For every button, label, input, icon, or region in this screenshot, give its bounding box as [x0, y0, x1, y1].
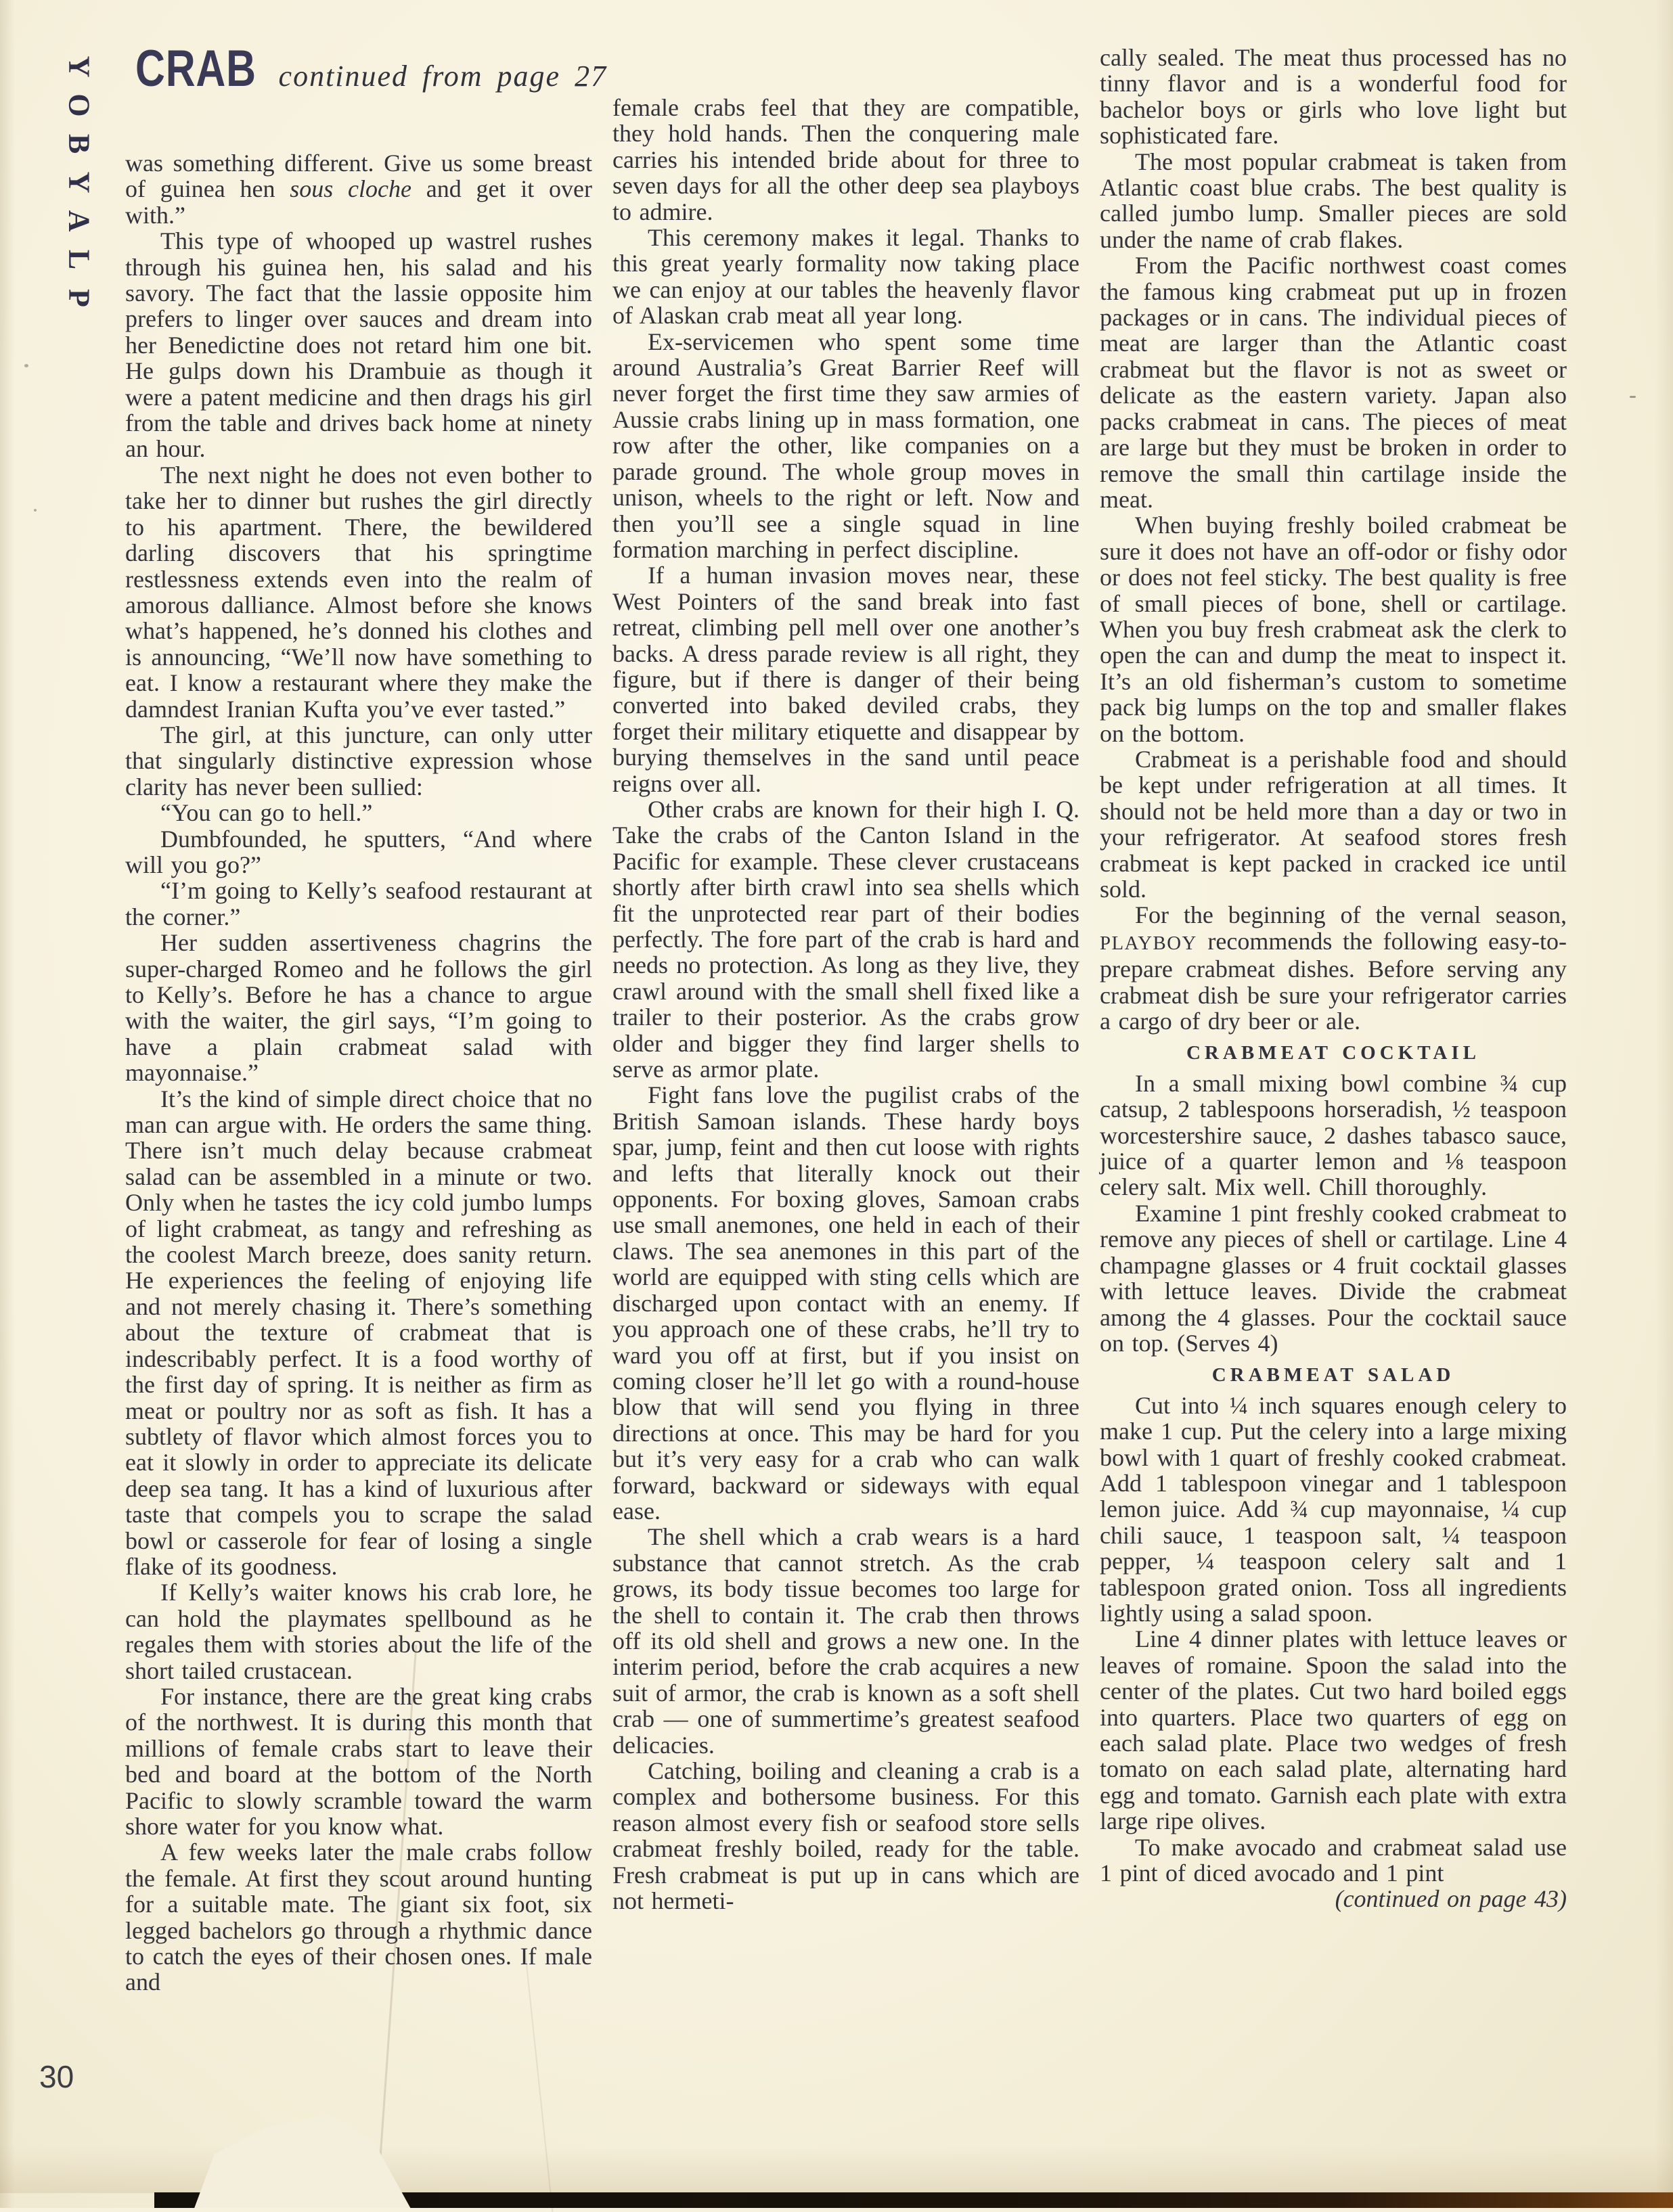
- text-column-1: [125, 150, 592, 1995]
- paragraph: Dumbfounded, he sputters, “And where will you go?”: [125, 825, 592, 878]
- paragraph: This type of whooped up wastrel rushes through his guinea hen, his salad and his savory. The fact that the lassie opposite him prefers to linger over sauces and dream into her Benedictine does not retard him one bit. He gulps down his Drambuie as though it were a patent medicine and then drags his girl from the table and drives back home at ninety an hour.: [125, 227, 592, 463]
- paragraph: The shell which a crab wears is a hard substance that cannot stretch. As the crab grows, its body tissue becomes too large for the shell to contain it. The crab then throws off its old shell and grows a new one. In the interim period, before the crab acquires a new suit of armor, the crab is known as a soft shell crab — one of summertime’s greatest seafood delicacies.: [612, 1523, 1079, 1759]
- paragraph: To make avocado and crabmeat salad use 1 pint of diced avocado and 1 pint: [1100, 1833, 1567, 1887]
- paragraph: A few weeks later the male crabs follow the female. At first they scout around hunting for a suitable mate. The giant six foot, six legged bachelors go through a rhythmic dance to catch the eyes of their chosen ones. If male and: [125, 1838, 592, 1996]
- paragraph: Crabmeat is a perishable food and should be kept under refrigeration at all times. It should not be held more than a day or two in your refrigerator. At seafood stores fresh crabmeat is kept packed in cracked ice until sold.: [1100, 745, 1567, 903]
- article-header: [135, 39, 607, 98]
- paragraph: Other crabs are known for their high I. Q. Take the crabs of the Canton Island in the Pacific for example. These clever crustaceans shortly after birth crawl into sea shells which fit the unprotected rear part of their bodies perfectly. The fore part of the crab is hard and needs no protection. As long as they live, they crawl around with the small shell fixed like a trailer to their posterior. As the crabs grow older and bigger they find larger shells to serve as armor plate.: [612, 795, 1079, 1083]
- paragraph: In a small mixing bowl combine ¾ cup catsup, 2 tablespoons horseradish, ½ teaspoon worcestershire sauce, 2 dashes tabasco sauce, juice of a quarter lemon and ⅛ teaspoon celery salt. Mix well. Chill thoroughly.: [1100, 1069, 1567, 1201]
- paragraph: was something different. Give us some breast of guinea hen sous cloche and get it over with.”: [125, 150, 592, 229]
- text-column-3: [1100, 45, 1567, 1912]
- paragraph: “I’m going to Kelly’s seafood restaurant at the corner.”: [125, 877, 592, 930]
- paragraph: Ex-servicemen who spent some time around Australia’s Great Barrier Reef will never forget the first time they saw armies of Aussie crabs lining up in mass formation, one row after the other, like companies on a parade ground. The whole group moves in unison, wheels to the right or left. Now and then you’ll see a single squad in line formation marching in perfect discipline.: [612, 328, 1079, 563]
- paragraph: If Kelly’s waiter knows his crab lore, he can hold the playmates spellbound as he regales them with stories about the life of the short tailed crustacean.: [125, 1579, 592, 1684]
- paragraph: female crabs feel that they are compatible, they hold hands. Then the conquering male carries his intended bride about for three to seven days for all the other deep sea playboys to admire.: [612, 94, 1079, 225]
- paragraph: For the beginning of the vernal season, PLAYBOY recommends the following easy-to-prepare crabmeat dishes. Before serving any crabmeat dish be sure your refrigerator carries a cargo of dry beer or ale.: [1100, 901, 1567, 1035]
- continuation-note: continued from page 27: [278, 60, 608, 93]
- paper-speck: [34, 509, 37, 512]
- paragraph: If a human invasion moves near, these West Pointers of the sand break into fast retreat, climbing pell mell over one another’s backs. A dress parade review is all right, they figure, but if there is danger of their being converted into baked deviled crabs, they forget their military etiquette and disappear by burying themselves in the sand until peace reigns over all.: [612, 562, 1079, 797]
- paragraph: When buying freshly boiled crabmeat be sure it does not have an off-odor or fishy odor or does not feel sticky. The best quality is free of small pieces of bone, shell or cartilage. When you buy fresh crabmeat ask the clerk to open the can and dump the meat to inspect it. It’s an old fisherman’s custom to sometime pack big lumps on the top and smaller flakes on the bottom.: [1100, 512, 1567, 747]
- recipe-heading: CRABMEAT SALAD: [1211, 1364, 1455, 1386]
- paragraph: Line 4 dinner plates with lettuce leaves or leaves of romaine. Spoon the salad into the center of the plates. Cut two hard boiled eggs into quarters. Place two quarters of egg on each salad plate. Place two wedges of fresh tomato on each salad plate, alternating hard egg and tomato. Garnish each plate with extra large ripe olives.: [1100, 1625, 1567, 1835]
- paper-speck: [1630, 396, 1636, 398]
- paragraph: For instance, there are the great king crabs of the northwest. It is during this month that millions of female crabs start to leave their bed and board at the bottom of the North Pacific to slowly scramble toward the warm shore water for you know what.: [125, 1682, 592, 1840]
- article-title: CRAB: [135, 40, 256, 97]
- paragraph: Her sudden assertiveness chagrins the super-charged Romeo and he follows the girl to Kelly’s. Before he has a chance to argue with the waiter, the girl says, “I’m going to have a plain crabmeat salad with mayonnaise.”: [125, 929, 592, 1087]
- text-column-2: [612, 95, 1079, 1914]
- spine-letter: A: [62, 210, 96, 232]
- paragraph: Cut into ¼ inch squares enough celery to make 1 cup. Put the celery into a large mixing bowl with 1 quart of freshly cooked crabmeat. Add 1 tablespoon vinegar and 1 tablespoon lemon juice. Add ¾ cup mayonnaise, ¼ cup chili sauce, 1 teaspoon salt, ¼ teaspoon pepper, ¼ teaspoon celery salt and 1 tablespoon grated onion. Toss all ingredients lightly using a salad spoon.: [1100, 1391, 1567, 1627]
- paragraph: Examine 1 pint freshly cooked crabmeat to remove any pieces of shell or cartilage. Line 4 champagne glasses or 4 fruit cocktail glasses with lettuce leaves. Divide the crabmeat among the 4 glasses. Pour the cocktail sauce on top. (Serves 4): [1100, 1199, 1567, 1357]
- paragraph: The most popular crabmeat is taken from Atlantic coast blue crabs. The best quality is called jumbo lump. Smaller pieces are sold under the name of crab flakes.: [1100, 148, 1567, 253]
- paper-right-edge-shadow: [1655, 0, 1673, 2208]
- paragraph: cally sealed. The meat thus processed has no tinny flavor and is a wonderful food for bachelor boys or girls who love light but sophisticated fare.: [1100, 44, 1567, 150]
- magazine-spine-title: [58, 47, 100, 317]
- paragraph: The next night he does not even bother to take her to dinner but rushes the girl directly to his apartment. There, the bewildered darling discovers that his springtime restlessness extends even into the realm of amorous dalliance. Almost before she knows what’s happened, he’s donned his clothes and is announcing, “We’ll now have something to eat. I know a restaurant where they make the damndest Iranian Kufta you’ve ever tasted.”: [125, 461, 592, 723]
- paragraph: Fight fans love the pugilist crabs of the British Samoan islands. These hardy boys spar, jump, feint and then cut loose with rights and lefts that literally knock out their opponents. For boxing gloves, Samoan crabs use small anemones, one held in each of their claws. The sea anemones in this part of the world are equipped with sting cells which are discharged upon contact with an enemy. If you approach one of these crabs, he’ll try to ward you off at first, but if you insist on coming closer he’ll let go with a round-house blow that will send you flying in three directions at once. This may be hard for you but it’s very easy for a crab who can walk forward, backward or sideways with equal ease.: [612, 1081, 1079, 1525]
- paper-speck: [24, 364, 28, 367]
- paragraph: “You can go to hell.”: [160, 799, 373, 827]
- page-number: 30: [39, 2059, 74, 2094]
- paragraph: It’s the kind of simple direct choice that no man can argue with. He orders the same thing. There isn’t much delay because crabmeat salad can be assembled in a minute or two. Only when he tastes the icy cold jumbo lumps of light crabmeat, as tangy and refreshing as the coolest March breeze, does sanity return. He experiences the feeling of enjoying life and not merely chasing it. There’s something about the texture of crabmeat that is indescribably perfect. It is a food worthy of the first day of spring. It is neither as firm as meat or poultry nor as soft as fish. It has a subtlety of flavor which almost forces you to eat it slowly in order to appreciate its delicate deep sea tang. It has a kind of luxurious after taste that compels you to scrape the salad bowl or casserole for fear of losing a single flake of its goodness.: [125, 1085, 592, 1580]
- paragraph: This ceremony makes it legal. Thanks to this great yearly formality now taking place we can enjoy at our tables the heavenly flavor of Alaskan crab meat all year long.: [612, 224, 1079, 330]
- paragraph: Catching, boiling and cleaning a crab is a complex and bothersome business. For this reason almost every fish or seafood store sells crabmeat freshly boiled, ready for the table. Fresh crabmeat is put up in cans which are not hermeti-: [612, 1757, 1079, 1915]
- recipe-heading: CRABMEAT COCKTAIL: [1186, 1042, 1480, 1064]
- paragraph: The girl, at this juncture, can only utter that singularly distinctive expression whose clarity has never been sullied:: [125, 721, 592, 800]
- spine-letter: O: [62, 93, 96, 117]
- paragraph: From the Pacific northwest coast comes the famous king crabmeat put up in frozen packages or in cans. The individual pieces of meat are larger than the Atlantic coast crabmeat but the flavor is not as sweet or delicate as the eastern variety. Japan also packs crabmeat in cans. The pieces of meat are large but they must be broken in order to remove the small thin cartilage inside the meat.: [1100, 252, 1567, 513]
- paper-left-edge-shadow: [0, 0, 15, 2208]
- spine-letter: B: [62, 133, 96, 154]
- spine-letter: Y: [62, 55, 96, 78]
- spine-letter: P: [62, 289, 96, 307]
- paragraph: (continued on page 43): [1335, 1885, 1567, 1913]
- spine-letter: L: [62, 249, 96, 270]
- spine-letter: Y: [62, 171, 96, 194]
